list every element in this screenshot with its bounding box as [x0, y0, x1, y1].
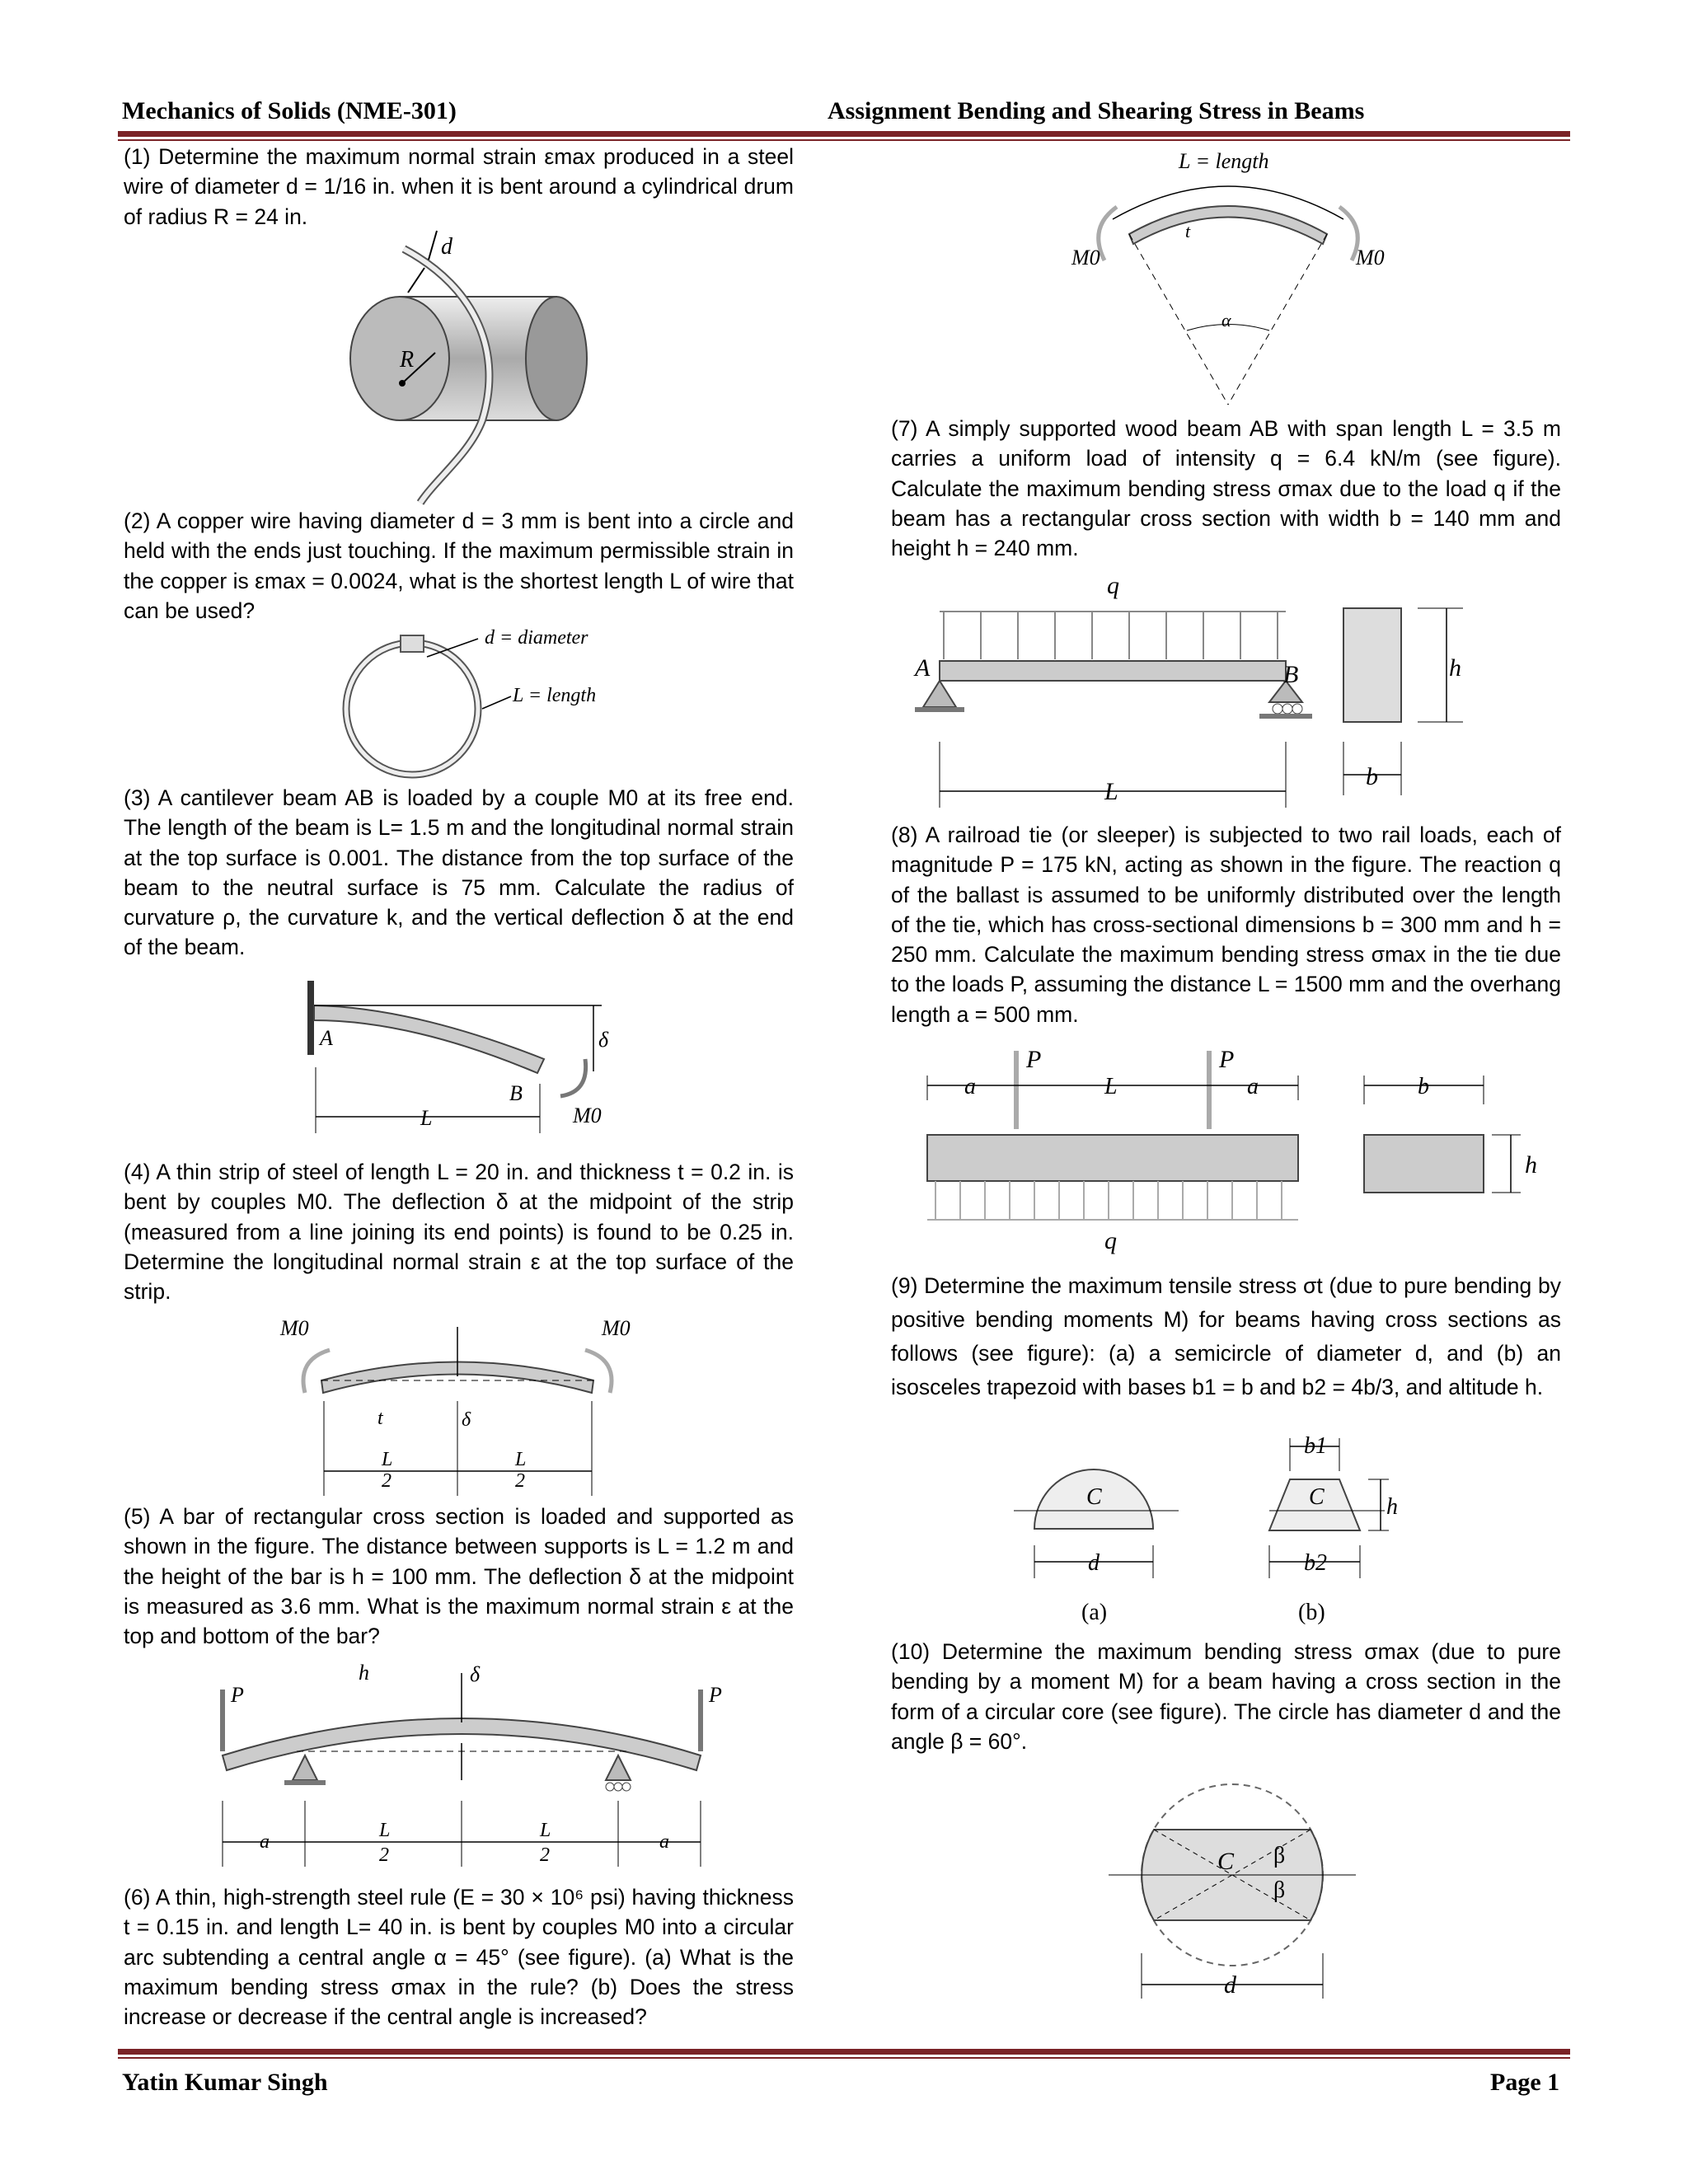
problem-5-text: (5) A bar of rectangular cross section is loaded and supported as shown in the figure. The distance between supports is L = 1.2 m and the height of the bar is h = 100 mm. The deflection δ at the midpoint is measured as 3.6 mm. What is the maximum normal strain ε at the top and bottom of the bar? — [124, 1504, 794, 1649]
figure-2-wire-circle — [338, 622, 618, 787]
figure-2-diameter-label: d = diameter — [485, 627, 588, 649]
figure-6-M0-left-label: M0 — [1071, 246, 1100, 269]
figure-7-q-label: q — [1107, 572, 1119, 599]
figure-6-steel-rule — [1071, 145, 1401, 409]
figure-4-t-label: t — [377, 1408, 383, 1429]
figure-1-d-label: d — [441, 234, 452, 260]
figure-4-L-label-right: L — [515, 1449, 527, 1470]
figure-7-wood-beam — [903, 569, 1479, 816]
figure-3-L-label: L — [420, 1106, 433, 1130]
figure-5-P-right-label: P — [709, 1683, 722, 1707]
figure-5-two-right: 2 — [540, 1844, 550, 1866]
figure-5-P-left-label: P — [231, 1683, 244, 1707]
figure-5-a-right-label: a — [659, 1831, 669, 1853]
figure-7-L-label: L — [1104, 778, 1118, 805]
figure-4-two-right: 2 — [515, 1470, 525, 1492]
figure-7-A-label: A — [915, 654, 931, 682]
problem-3-text: (3) A cantilever beam AB is loaded by a couple M0 at its free end. The length of the beam is L= 1.5 m and the longitudinal normal strain at the top surface is 0.001. The distance from the top surface of the beam to the neutral surface is 75 mm. Calculate the radius of curvature ρ, the curvature k, and the vertical deflection δ at the end of the beam. — [124, 785, 794, 960]
figure-8-a-right-label: a — [1247, 1074, 1259, 1099]
problem-7-text: (7) A simply supported wood beam AB with span length L = 3.5 m carries a uniform load of intensity q = 6.4 kN/m (see figure). Calculate the maximum bending stress σmax due to the load q if the beam has a rectangular cross section with width b = 140 mm and height h = 240 mm. — [891, 416, 1561, 561]
figure-8-b-label: b — [1418, 1074, 1429, 1099]
figure-4-thin-strip — [272, 1310, 643, 1500]
figure-4-two-left: 2 — [382, 1470, 392, 1492]
figure-5-a-left-label: a — [260, 1831, 270, 1853]
figure-9b-b1-label: b1 — [1304, 1433, 1327, 1459]
figure-7-b-label: b — [1366, 763, 1378, 790]
figure-8-a-left-label: a — [964, 1074, 976, 1099]
figure-5-two-left: 2 — [379, 1844, 389, 1866]
figure-6-alpha-label: α — [1221, 310, 1231, 330]
figure-8-L-label: L — [1104, 1074, 1118, 1099]
header-rule — [118, 131, 1570, 141]
figure-10-circular-core — [1109, 1764, 1356, 2011]
figure-3-cantilever — [305, 981, 635, 1137]
figure-6-length-label: L = length — [1179, 149, 1269, 173]
problem-4-text: (4) A thin strip of steel of length L = 20 in. and thickness t = 0.2 in. is bent by couples M0. The deflection δ at the midpoint of the strip (measured from a line joining its end points) is found to be 0.25 in. Determine the longitudinal normal strain ε at the top surface of the strip. — [124, 1160, 794, 1305]
figure-6-M0-right-label: M0 — [1356, 246, 1385, 269]
figure-8-P-right-label: P — [1219, 1046, 1235, 1073]
footer-page-number: Page 1 — [1490, 2069, 1560, 2096]
figure-10-C-label: C — [1217, 1848, 1235, 1875]
figure-9b-b2-label: b2 — [1304, 1550, 1327, 1576]
problem-1-text: (1) Determine the maximum normal strain εmax produced in a steel wire of diameter d = 1/16 in. when it is bent around a cylindrical drum of radius R = 24 in. — [124, 144, 794, 229]
problem-10-text: (10) Determine the maximum bending stress σmax (due to pure bending by a moment M) for a beam having a cross section in the form of a circular core (see figure). The circle has diameter d and the angle β = 60°. — [891, 1639, 1561, 1754]
figure-3-delta-label: δ — [598, 1028, 609, 1052]
figure-8-railroad-tie — [919, 1043, 1562, 1257]
figure-8-h-label: h — [1525, 1151, 1537, 1179]
figure-10-beta-upper: β — [1273, 1843, 1286, 1868]
figure-9a-C-label: C — [1086, 1484, 1102, 1510]
figure-8-q-label: q — [1104, 1227, 1117, 1254]
problem-9-text: (9) Determine the maximum tensile stress σt (due to pure bending by positive bending moments M) for beams having cross sections as follows (see figure): (a) a semicircle of diameter d, and (b) an isosceles trapezoid with bases b1 = b and b2 = 4b/3, and altitude h. — [891, 1273, 1561, 1399]
problem-2-text: (2) A copper wire having diameter d = 3 mm is bent into a circle and held with the ends just touching. If the maximum permissible strain in the copper is εmax = 0.0024, what is the shortest length L of wire that can be used? — [124, 509, 794, 623]
figure-1-R-label: R — [400, 347, 415, 373]
figure-10-d-label: d — [1224, 1971, 1236, 1999]
header-course-title: Mechanics of Solids (NME-301) — [122, 97, 457, 124]
figure-8-P-left-label: P — [1026, 1046, 1042, 1073]
figure-9a-d-label: d — [1088, 1550, 1100, 1576]
figure-3-M0-label: M0 — [573, 1104, 602, 1127]
figure-4-M0-right-label: M0 — [602, 1316, 631, 1340]
figure-6-t-label: t — [1185, 221, 1191, 241]
figure-4-delta-label: δ — [462, 1409, 471, 1431]
figure-7-h-label: h — [1449, 654, 1461, 682]
problem-6-text: (6) A thin, high-strength steel rule (E = 30 × 10⁶ psi) having thickness t = 0.15 in. and length L= 40 in. is bent by couples M0 into a circular arc subtending a central angle α = 45° (see figure). (a) What is the maximum bending stress σmax in the rule? (b) Does the stress increase or decrease if the central angle is increased? — [124, 1885, 794, 2030]
figure-5-L-right-label: L — [540, 1820, 551, 1841]
figure-2-length-label: L = length — [513, 685, 597, 706]
problem-8-text: (8) A railroad tie (or sleeper) is subjected to two rail loads, each of magnitude P = 175 kN, acting as shown in the figure. The reaction q of the ballast is assumed to be uniformly distributed over the length of the tie, which has cross-sectional dimensions b = 300 mm and h = 250 mm. Calculate the maximum bending stress σmax in the tie due to the loads P, assuming the distance L = 1500 mm and the overhang length a = 500 mm. — [891, 823, 1561, 1027]
figure-10-beta-lower: β — [1273, 1877, 1286, 1903]
figure-3-B-label: B — [509, 1081, 523, 1105]
figure-5-overhanging-bar — [214, 1657, 722, 1871]
figure-4-M0-left-label: M0 — [280, 1316, 309, 1340]
figure-9b-C-label: C — [1309, 1484, 1325, 1510]
footer-author: Yatin Kumar Singh — [122, 2069, 328, 2096]
figure-1-wire-drum — [330, 231, 610, 511]
figure-9-cross-sections — [1014, 1422, 1475, 1640]
figure-4-L-label-left: L — [382, 1449, 393, 1470]
figure-5-h-label: h — [359, 1661, 369, 1685]
figure-7-B-label: B — [1283, 661, 1299, 688]
figure-9a-caption: (a) — [1081, 1600, 1108, 1625]
header-assignment-title: Assignment Bending and Shearing Stress in Beams — [828, 97, 1365, 124]
figure-9b-caption: (b) — [1298, 1600, 1325, 1625]
figure-9b-h-label: h — [1386, 1494, 1398, 1520]
figure-5-delta-label: δ — [470, 1662, 481, 1686]
figure-3-A-label: A — [320, 1026, 333, 1050]
footer-rule — [118, 2049, 1570, 2059]
figure-5-L-left-label: L — [379, 1820, 391, 1841]
